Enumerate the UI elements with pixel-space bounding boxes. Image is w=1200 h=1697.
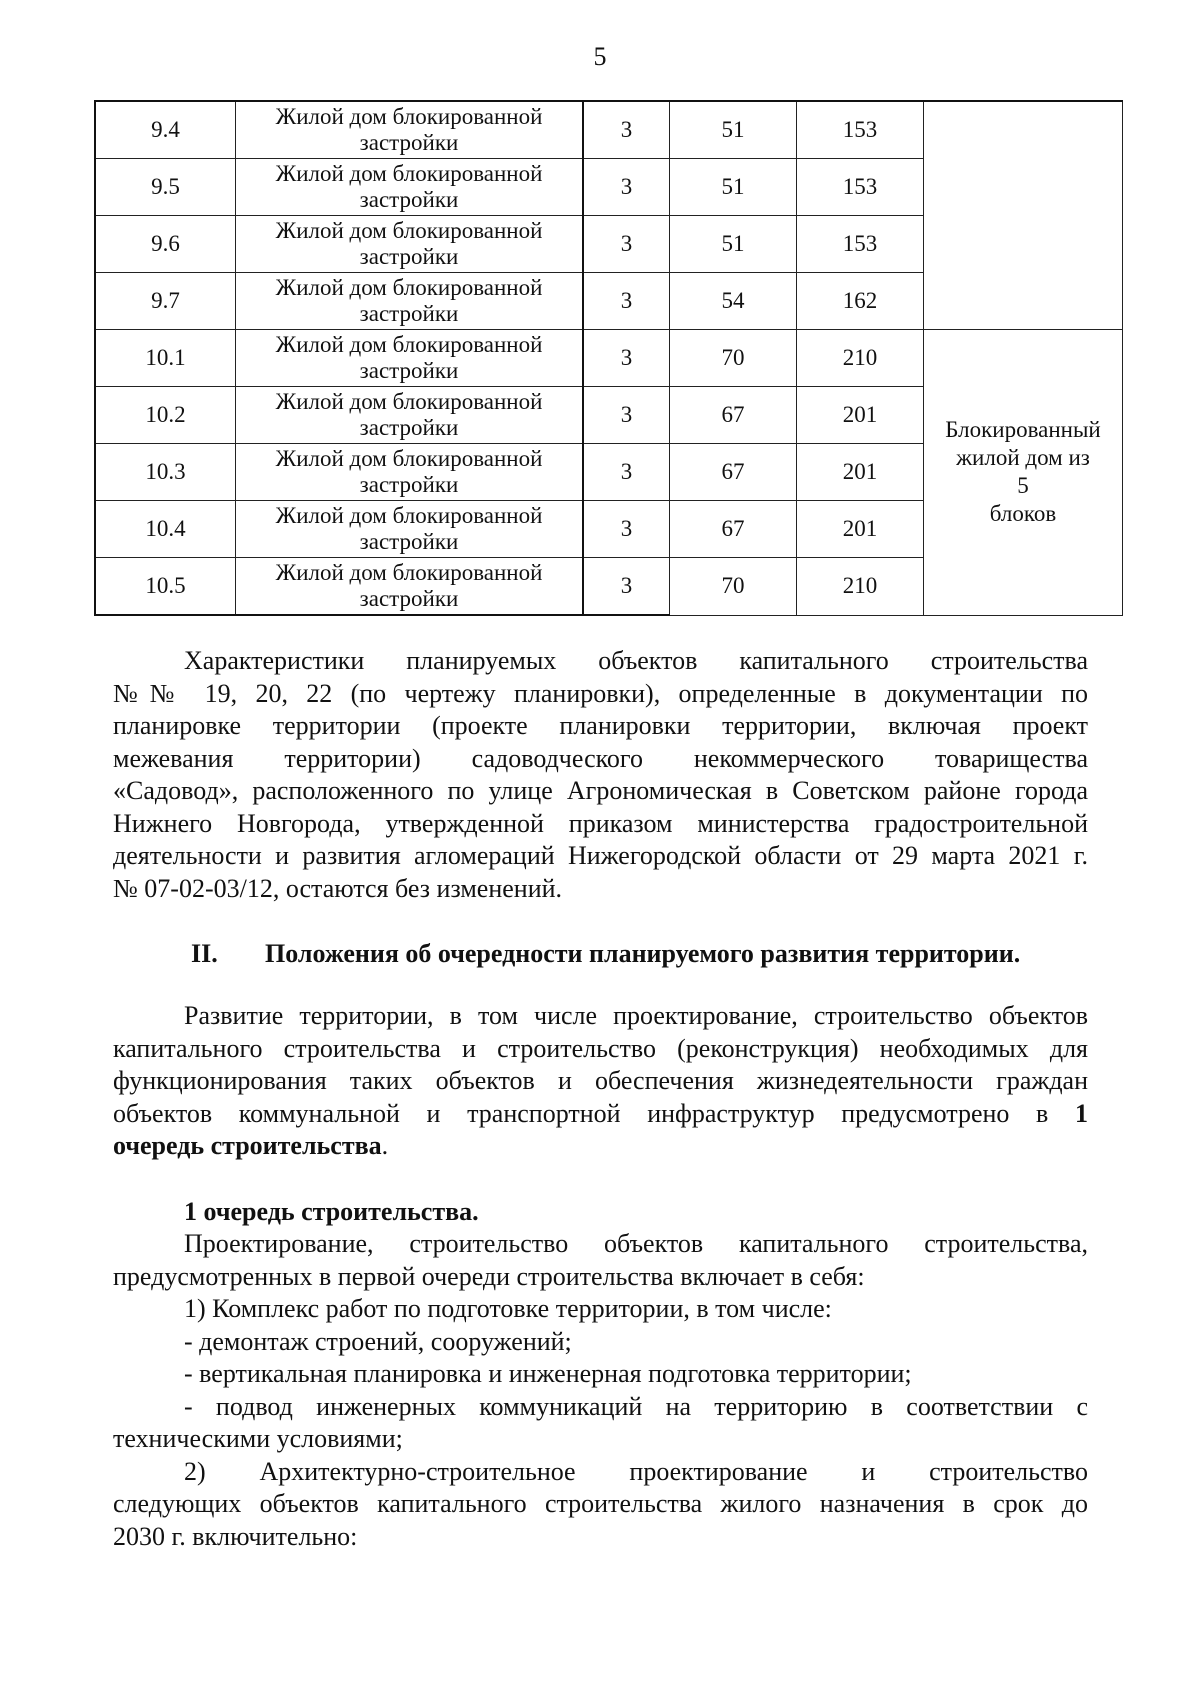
cell-name-line: Жилой дом блокированной	[275, 275, 543, 300]
cell-number: 10.1	[95, 330, 236, 387]
paragraph-line: №№ 19, 20, 22 (по чертежу планировки), определенные в документации по	[113, 678, 1088, 708]
cell-value-b: 54	[670, 273, 797, 330]
cell-value-c: 201	[797, 501, 924, 558]
cell-value-a: 3	[583, 330, 670, 387]
cell-value-a: 3	[583, 273, 670, 330]
paragraph-line: Характеристики планируемых объектов капитального строительства	[184, 646, 1088, 675]
cell-number: 10.5	[95, 558, 236, 616]
bold-stage-number: 1	[1075, 1098, 1089, 1128]
cell-name-line: Жилой дом блокированной	[275, 161, 543, 186]
cell-number: 9.5	[95, 159, 236, 216]
cell-value-a: 3	[583, 444, 670, 501]
table-row	[95, 101, 1123, 159]
group-note-line: жилой дом из	[956, 445, 1090, 471]
paragraph-line: 2030 г. включительно:	[113, 1521, 358, 1551]
cell-value-c: 210	[797, 558, 924, 616]
paragraph-line: межевания территории) садоводческого некоммерческого товарищества	[113, 743, 1088, 773]
cell-value-b: 51	[670, 101, 797, 159]
cell-name	[236, 273, 584, 330]
paragraph-text: объектов коммунальной и транспортной инфраструктур предусмотрено в	[113, 1098, 1049, 1128]
cell-value-b: 70	[670, 330, 797, 387]
cell-name-line: застройки	[359, 529, 459, 554]
list-item: техническими условиями;	[113, 1424, 403, 1453]
cell-number: 10.4	[95, 501, 236, 558]
section-title: Положения об очередности планируемого развития территории.	[265, 939, 1021, 968]
list-item: 2) Архитектурно-строительное проектирование и строительство	[184, 1456, 1088, 1486]
paragraph-line: Проектирование, строительство объектов капитального строительства,	[184, 1229, 1088, 1258]
stage-paragraph	[113, 1228, 1088, 1553]
stage-heading: 1 очередь строительства.	[184, 1197, 479, 1226]
cell-name	[236, 387, 584, 444]
cell-name-line: Жилой дом блокированной	[275, 503, 543, 528]
cell-value-b: 67	[670, 444, 797, 501]
cell-value-a: 3	[583, 558, 670, 616]
paragraph-line: «Садовод», расположенного по улице Агрономическая в Советском районе города	[113, 776, 1088, 805]
list-item: 1) Комплекс работ по подготовке территории, в том числе:	[184, 1294, 832, 1323]
cell-name	[236, 444, 584, 501]
cell-value-a: 3	[583, 387, 670, 444]
cell-value-a: 3	[583, 216, 670, 273]
cell-value-a: 3	[583, 101, 670, 159]
cell-number: 10.2	[95, 387, 236, 444]
bold-stage-label: очередь строительства	[113, 1131, 382, 1160]
paragraph-line: следующих объектов капитального строительства жилого назначения в срок до	[113, 1489, 1088, 1518]
cell-value-c: 210	[797, 330, 924, 387]
paragraph-line: капитального строительства и строительство (реконструкция) необходимых для	[113, 1033, 1088, 1063]
cell-name	[236, 216, 584, 273]
cell-value-b: 67	[670, 501, 797, 558]
cell-name-line: Жилой дом блокированной	[275, 332, 543, 357]
cell-value-a: 3	[583, 501, 670, 558]
paragraph-line	[113, 1130, 1088, 1163]
characteristics-paragraph	[113, 645, 1088, 905]
cell-number: 9.4	[95, 101, 236, 159]
paragraph-line: № 07-02-03/12, остаются без изменений.	[113, 873, 563, 903]
cell-value-b: 51	[670, 216, 797, 273]
group-note-line: блоков	[989, 501, 1057, 527]
cell-number: 9.7	[95, 273, 236, 330]
cell-name	[236, 159, 584, 216]
cell-value-b: 67	[670, 387, 797, 444]
paragraph-line	[113, 1098, 1088, 1131]
cell-value-b: 70	[670, 558, 797, 616]
list-item: - вертикальная планировка и инженерная подготовка территории;	[184, 1359, 912, 1388]
group-note-line: Блокированный	[945, 417, 1101, 443]
table-body	[95, 101, 1123, 615]
cell-value-c: 153	[797, 159, 924, 216]
cell-name-line: Жилой дом блокированной	[275, 446, 543, 471]
cell-name	[236, 501, 584, 558]
cell-value-c: 153	[797, 216, 924, 273]
cell-value-c: 162	[797, 273, 924, 330]
list-item: - подвод инженерных коммуникаций на территорию в соответствии с	[184, 1391, 1088, 1421]
paragraph-line: деятельности и развития агломераций Нижегородской области от 29 марта 2021 г.	[113, 841, 1088, 870]
cell-name-line: Жилой дом блокированной	[275, 560, 543, 585]
paragraph-line: планировке территории (проекте планировки территории, включая проект	[113, 711, 1088, 740]
group-note	[924, 330, 1123, 616]
cell-number: 9.6	[95, 216, 236, 273]
cell-name-line: застройки	[359, 586, 459, 611]
page-number: 5	[593, 42, 607, 71]
development-paragraph	[113, 1000, 1088, 1163]
paragraph-line: Развитие территории, в том числе проектирование, строительство объектов	[184, 1001, 1088, 1030]
cell-value-b: 51	[670, 159, 797, 216]
paragraph-line: предусмотренных в первой очереди строительства включает в себя:	[113, 1261, 865, 1291]
group-note-line: 5	[1017, 473, 1029, 499]
section-number: II.	[191, 939, 218, 968]
list-item: - демонтаж строений, сооружений;	[184, 1326, 572, 1356]
cell-name-line: застройки	[359, 187, 459, 212]
buildings-table	[94, 100, 1123, 616]
cell-name-line: застройки	[359, 130, 459, 155]
cell-value-c: 201	[797, 444, 924, 501]
cell-name-line: Жилой дом блокированной	[275, 218, 543, 243]
cell-name-line: Жилой дом блокированной	[275, 389, 543, 414]
group-note-empty	[924, 101, 1123, 330]
paragraph-line: Нижнего Новгорода, утвержденной приказом министерства градостроительной	[113, 808, 1088, 838]
cell-name-line: застройки	[359, 472, 459, 497]
cell-value-a: 3	[583, 159, 670, 216]
paragraph-text: .	[381, 1131, 389, 1160]
cell-value-c: 153	[797, 101, 924, 159]
cell-name	[236, 101, 584, 159]
cell-value-c: 201	[797, 387, 924, 444]
cell-name-line: Жилой дом блокированной	[275, 104, 543, 129]
cell-name-line: застройки	[359, 244, 459, 269]
cell-name-line: застройки	[359, 358, 459, 383]
cell-name-line: застройки	[359, 301, 459, 326]
cell-name-line: застройки	[359, 415, 459, 440]
paragraph-line: функционирования таких объектов и обеспечения жизнедеятельности граждан	[113, 1066, 1088, 1095]
cell-name	[236, 330, 584, 387]
cell-name	[236, 558, 584, 616]
cell-number: 10.3	[95, 444, 236, 501]
table-row	[95, 330, 1123, 387]
